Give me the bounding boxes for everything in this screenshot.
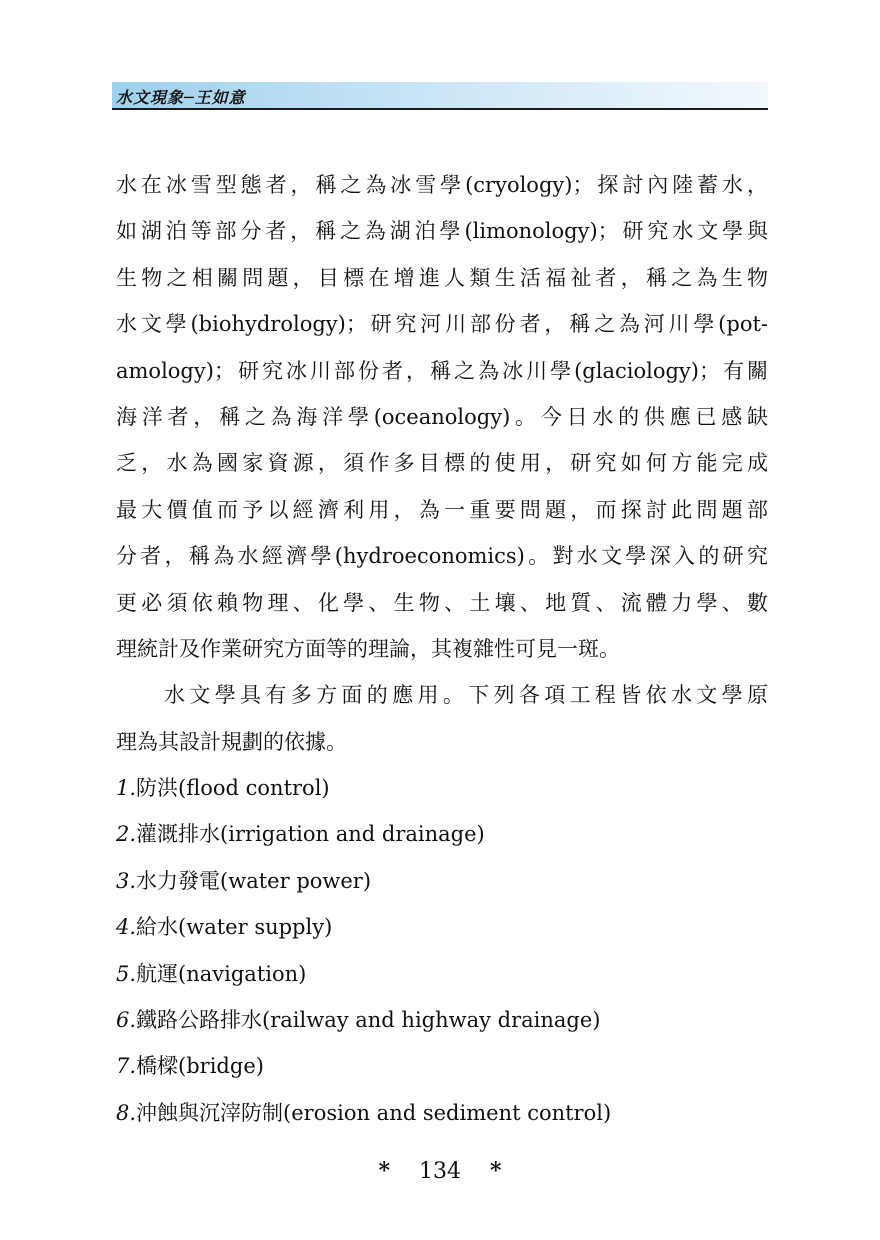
header-title: 水文現象─王如意: [116, 88, 246, 107]
page-number: 134: [419, 1159, 461, 1184]
list-item-number: 2.: [116, 822, 137, 847]
list-item-number: 1.: [116, 776, 137, 801]
list-item-text: 灌溉排水(irrigation and drainage): [136, 822, 485, 847]
list-item: [116, 1090, 768, 1136]
list-item-number: 5.: [116, 961, 137, 986]
paragraph-line: 最大價值而予以經濟利用，為一重要問題，而探討此問題部: [116, 497, 768, 522]
list-item-number: 4.: [116, 915, 137, 940]
list-item-text: 沖蝕與沉滓防制(erosion and sediment control): [136, 1100, 612, 1125]
footer-star-right: *: [490, 1158, 502, 1184]
list-item: [116, 811, 768, 857]
paragraph-line: 理統計及作業研究方面等的理論，其複雜性可見一斑。: [116, 636, 620, 661]
page-footer: [0, 1158, 880, 1184]
list-item: [116, 1043, 768, 1089]
paragraph-line: amology)；研究冰川部份者，稱之為冰川學(glaciology)；有關: [116, 358, 768, 383]
list-item: [116, 765, 768, 811]
list-item: [116, 858, 768, 904]
paragraph-line: 水在冰雪型態者，稱之為冰雪學(cryology)；探討內陸蓄水，: [116, 173, 768, 197]
list-item-text: 橋樑(bridge): [136, 1054, 264, 1079]
paragraph-line: 分者，稱為水經濟學(hydroeconomics)。對水文學深入的研究: [116, 544, 768, 569]
list-item-number: 3.: [116, 868, 137, 893]
list-item-text: 水力發電(water power): [136, 868, 372, 893]
paragraph-line: 更必須依賴物理、化學、生物、土壤、地質、流體力學、數: [116, 590, 768, 615]
paragraph-line: 生物之相關問題，目標在增進人類生活福祉者，稱之為生物: [116, 265, 768, 290]
list-item-text: 給水(water supply): [136, 915, 333, 940]
paragraph-line: 理為其設計規劃的依據。: [116, 729, 347, 754]
list-item-number: 7.: [116, 1054, 137, 1079]
page-body: [116, 162, 768, 1136]
running-header: [112, 82, 768, 110]
paragraph-line: 如湖泊等部分者，稱之為湖泊學(limonology)；研究水文學與: [116, 219, 768, 244]
list-item-text: 防洪(flood control): [136, 776, 330, 801]
paragraph-line: 水文學(biohydrology)；研究河川部份者，稱之為河川學(pot-: [116, 312, 768, 337]
paragraph-line: 海洋者，稱之為海洋學(oceanology)。今日水的供應已感缺: [116, 404, 768, 429]
footer-star-left: *: [378, 1158, 390, 1184]
paragraph-line: 水文學具有多方面的應用。下列各項工程皆依水文學原: [164, 683, 768, 708]
list-item-number: 6.: [116, 1008, 137, 1033]
application-list: [116, 765, 768, 1136]
paragraph-2: [116, 672, 768, 765]
list-item-text: 鐵路公路排水(railway and highway drainage): [136, 1008, 601, 1033]
list-item: [116, 997, 768, 1043]
list-item-number: 8.: [116, 1100, 137, 1125]
list-item: [116, 904, 768, 950]
list-item-text: 航運(navigation): [136, 961, 307, 986]
list-item: [116, 951, 768, 997]
paragraph-1: [116, 162, 768, 672]
paragraph-line: 乏，水為國家資源，須作多目標的使用，研究如何方能完成: [116, 451, 768, 476]
